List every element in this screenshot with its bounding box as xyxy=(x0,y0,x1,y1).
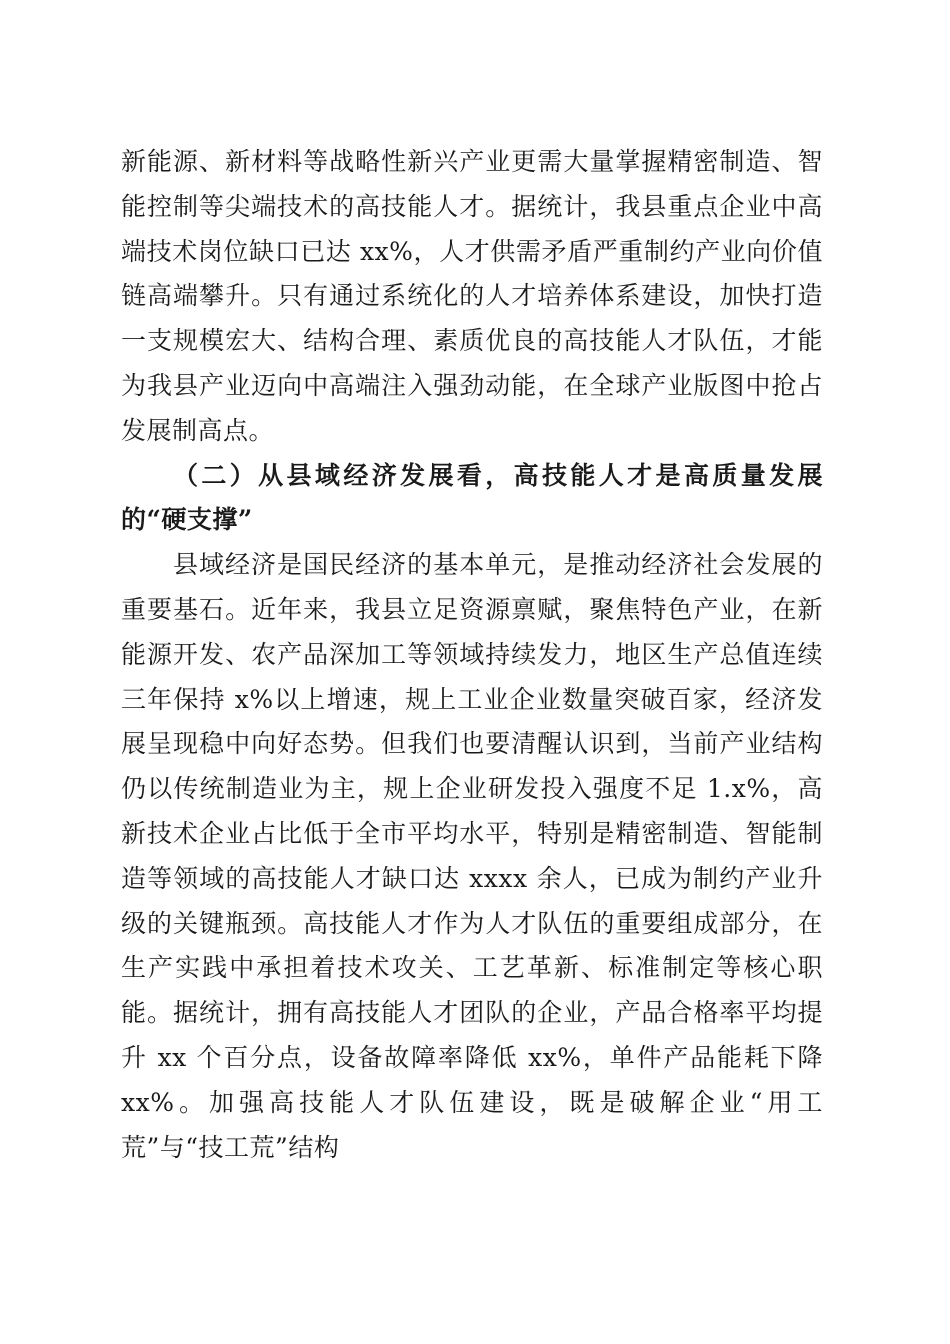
paragraph-body: 县域经济是国民经济的基本单元，是推动经济社会发展的重要基石。近年来，我县立足资源禀赋，聚焦特色产业，在新能源开发、农产品深加工等领域持续发力，地区生产总值连续三年保持 x%以上增速，规上工业企业数量突破百家，经济发展呈现稳中向好态势。但我们也要清醒认识到，当前产业结构仍以传统制造业为主，规上企业研发投入强度不足 1.x%，高新技术企业占比低于全市平均水平，特别是精密制造、智能制造等领域的高技能人才缺口达 xxxx 余人，已成为制约产业升级的关键瓶颈。高技能人才作为人才队伍的重要组成部分，在生产实践中承担着技术攻关、工艺革新、标准制定等核心职能。据统计，拥有高技能人才团队的企业，产品合格率平均提升 xx 个百分点，设备故障率降低 xx%，单件产品能耗下降 xx%。加强高技能人才队伍建设，既是破解企业“用工荒”与“技工荒”结构 xyxy=(121,550,823,1162)
paragraph-continuation: 新能源、新材料等战略性新兴产业更需大量掌握精密制造、智能控制等尖端技术的高技能人才。据统计，我县重点企业中高端技术岗位缺口已达 xx%，人才供需矛盾严重制约产业向价值链高端攀升。只有通过系统化的人才培养体系建设，加快打造一支规模宏大、结构合理、素质优良的高技能人才队伍，才能为我县产业迈向中高端注入强劲动能，在全球产业版图中抢占发展制高点。 xyxy=(121,147,823,445)
document-body xyxy=(121,140,823,1170)
section-heading: （二）从县域经济发展看，高技能人才是高质量发展的“硬支撑” xyxy=(121,460,823,535)
